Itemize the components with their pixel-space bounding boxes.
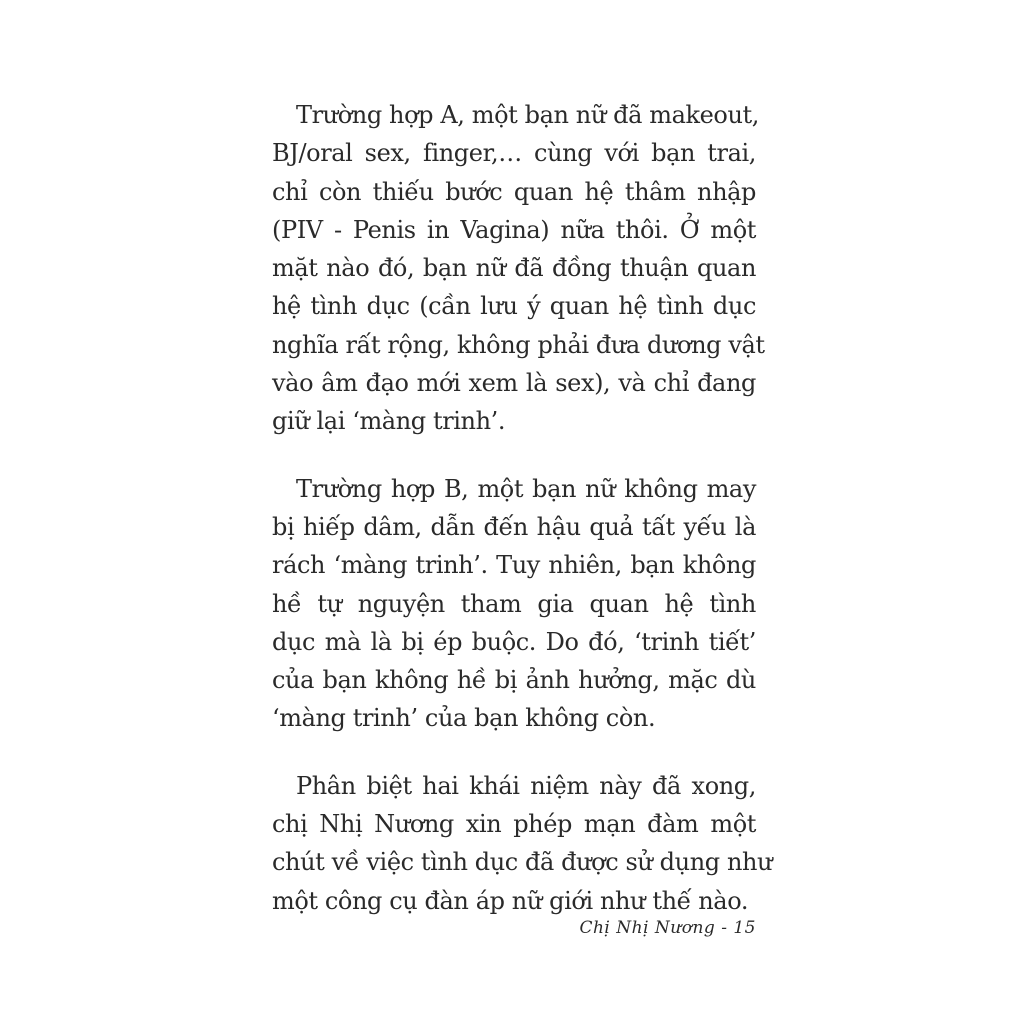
text-line: chị Nhị Nương xin phép mạn đàm một: [272, 810, 756, 839]
text-line: mặt nào đó, bạn nữ đã đồng thuận quan: [272, 254, 756, 283]
text-line: hệ tình dục (cần lưu ý quan hệ tình dục: [272, 292, 756, 321]
text-line: hề tự nguyện tham gia quan hệ tình: [272, 589, 756, 618]
paragraph-case-a: [272, 96, 765, 441]
text-line: ‘màng trinh’ của bạn không còn.: [272, 704, 656, 733]
text-line: vào âm đạo mới xem là sex), và chỉ đang: [272, 369, 756, 398]
text-line: của bạn không hề bị ảnh hưởng, mặc dù: [272, 666, 756, 695]
text-line: nghĩa rất rộng, không phải đưa dương vật: [272, 330, 765, 359]
text-line: Trường hợp B, một bạn nữ không may: [296, 474, 756, 503]
text-line: dục mà là bị ép buộc. Do đó, ‘trinh tiết’: [272, 627, 756, 656]
body-text: [272, 96, 773, 920]
text-line: một công cụ đàn áp nữ giới như thế nào.: [272, 886, 749, 915]
paragraph-conclusion: [272, 767, 773, 920]
text-line: chỉ còn thiếu bước quan hệ thâm nhập: [272, 177, 756, 206]
text-line: rách ‘màng trinh’. Tuy nhiên, bạn không: [272, 551, 756, 580]
paragraph-case-b: [272, 470, 756, 738]
text-line: BJ/oral sex, finger,… cùng với bạn trai,: [272, 139, 756, 168]
text-line: chút về việc tình dục đã được sử dụng như: [272, 848, 773, 877]
text-line: giữ lại ‘màng trinh’.: [272, 407, 506, 436]
text-line: Phân biệt hai khái niệm này đã xong,: [296, 771, 756, 800]
text-line: (PIV - Penis in Vagina) nữa thôi. Ở một: [272, 215, 756, 244]
page-footer: Chị Nhị Nương - 15: [579, 918, 756, 938]
text-line: Trường hợp A, một bạn nữ đã makeout,: [296, 101, 759, 129]
text-line: bị hiếp dâm, dẫn đến hậu quả tất yếu là: [272, 512, 756, 541]
